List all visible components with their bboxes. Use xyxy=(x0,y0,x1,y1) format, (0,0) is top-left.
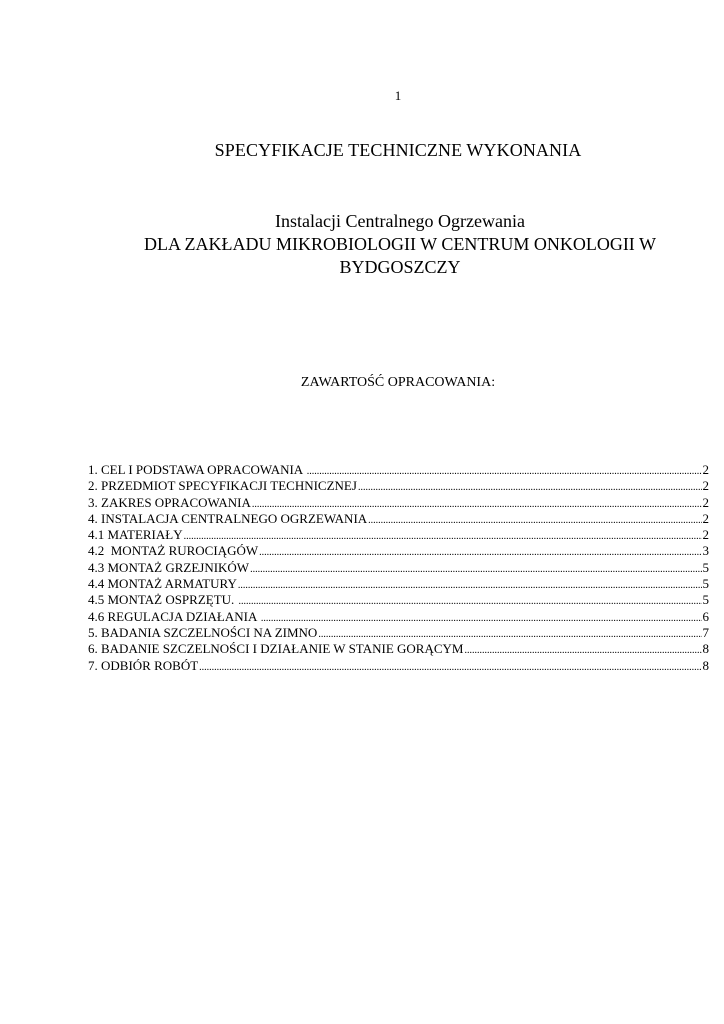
toc-entry-title: 2. PRZEDMIOT SPECYFIKACJI TECHNICZNEJ xyxy=(88,478,357,494)
toc-entry-title: 4.6 REGULACJA DZIAŁANIA xyxy=(88,608,260,624)
toc-entry-page: 8 xyxy=(702,641,709,657)
toc-entry-page: 5 xyxy=(702,576,709,592)
toc-entry-page: 5 xyxy=(702,592,709,608)
toc-entry-4[interactable] xyxy=(88,511,709,527)
toc-dot-leader xyxy=(239,594,702,610)
toc-entry-6[interactable] xyxy=(88,641,709,657)
toc-entry-title: 6. BADANIE SZCZELNOŚCI I DZIAŁANIE W STANIE GORĄCYM xyxy=(88,641,464,657)
toc-dot-leader xyxy=(259,545,701,561)
toc-entry-title: 4.1 MATERIAŁY xyxy=(88,527,183,543)
toc-entry-5[interactable] xyxy=(88,625,709,641)
toc-entry-3[interactable] xyxy=(88,495,709,511)
toc-entry-page: 2 xyxy=(702,478,709,494)
table-of-contents xyxy=(88,462,709,674)
toc-dot-leader xyxy=(368,513,701,529)
page-number: 1 xyxy=(394,88,402,103)
toc-entry-title: 1. CEL I PODSTAWA OPRACOWANIA xyxy=(88,462,306,477)
toc-dot-leader xyxy=(238,578,702,594)
toc-entry-1[interactable] xyxy=(88,462,709,478)
toc-entry-4-6[interactable] xyxy=(88,609,709,625)
toc-dot-leader xyxy=(358,480,702,496)
subtitle-line-1: Instalacji Centralnego Ogrzewania xyxy=(275,211,525,231)
toc-dot-leader xyxy=(307,464,702,480)
document-subtitle xyxy=(80,210,720,279)
subtitle-line-2: DLA ZAKŁADU MIKROBIOLOGII W CENTRUM ONKOLOGII W xyxy=(144,234,656,254)
toc-entry-4-1[interactable] xyxy=(88,527,709,543)
toc-entry-title: 4.3 MONTAŻ GRZEJNIKÓW xyxy=(88,559,250,575)
toc-entry-title: 7. ODBIÓR ROBÓT xyxy=(88,657,199,673)
contents-heading: ZAWARTOŚĆ OPRACOWANIA: xyxy=(300,375,496,390)
toc-entry-4-2[interactable] xyxy=(88,543,709,559)
toc-entry-page: 2 xyxy=(702,462,709,477)
toc-entry-page: 5 xyxy=(702,559,709,575)
toc-entry-4-5[interactable] xyxy=(88,592,709,608)
toc-entry-page: 2 xyxy=(702,527,709,543)
toc-entry-title: 4.4 MONTAŻ ARMATURY xyxy=(88,576,237,592)
toc-entry-page: 2 xyxy=(702,510,709,526)
toc-entry-page: 6 xyxy=(702,608,709,624)
toc-entry-page: 8 xyxy=(702,657,709,673)
toc-entry-title: 4.2 MONTAŻ RUROCIĄGÓW xyxy=(88,543,259,559)
toc-dot-leader xyxy=(199,660,701,676)
toc-dot-leader xyxy=(250,562,701,578)
toc-entry-title: 5. BADANIA SZCZELNOŚCI NA ZIMNO xyxy=(88,624,318,640)
subtitle-line-3: BYDGOSZCZY xyxy=(339,257,461,277)
toc-entry-page: 3 xyxy=(702,543,709,559)
toc-dot-leader xyxy=(261,611,702,627)
toc-entry-title: 4. INSTALACJA CENTRALNEGO OGRZEWANIA xyxy=(88,510,368,526)
toc-entry-title: 3. ZAKRES OPRACOWANIA xyxy=(88,494,251,510)
toc-entry-page: 7 xyxy=(702,624,709,640)
document-title: SPECYFIKACJE TECHNICZNE WYKONANIA xyxy=(214,140,582,160)
toc-dot-leader xyxy=(184,529,702,545)
toc-entry-page: 2 xyxy=(702,494,709,510)
toc-entry-title: 4.5 MONTAŻ OSPRZĘTU. xyxy=(88,592,238,608)
toc-entry-2[interactable] xyxy=(88,478,709,494)
toc-entry-4-4[interactable] xyxy=(88,576,709,592)
toc-dot-leader xyxy=(464,643,701,659)
toc-entry-4-3[interactable] xyxy=(88,560,709,576)
toc-entry-7[interactable] xyxy=(88,658,709,674)
